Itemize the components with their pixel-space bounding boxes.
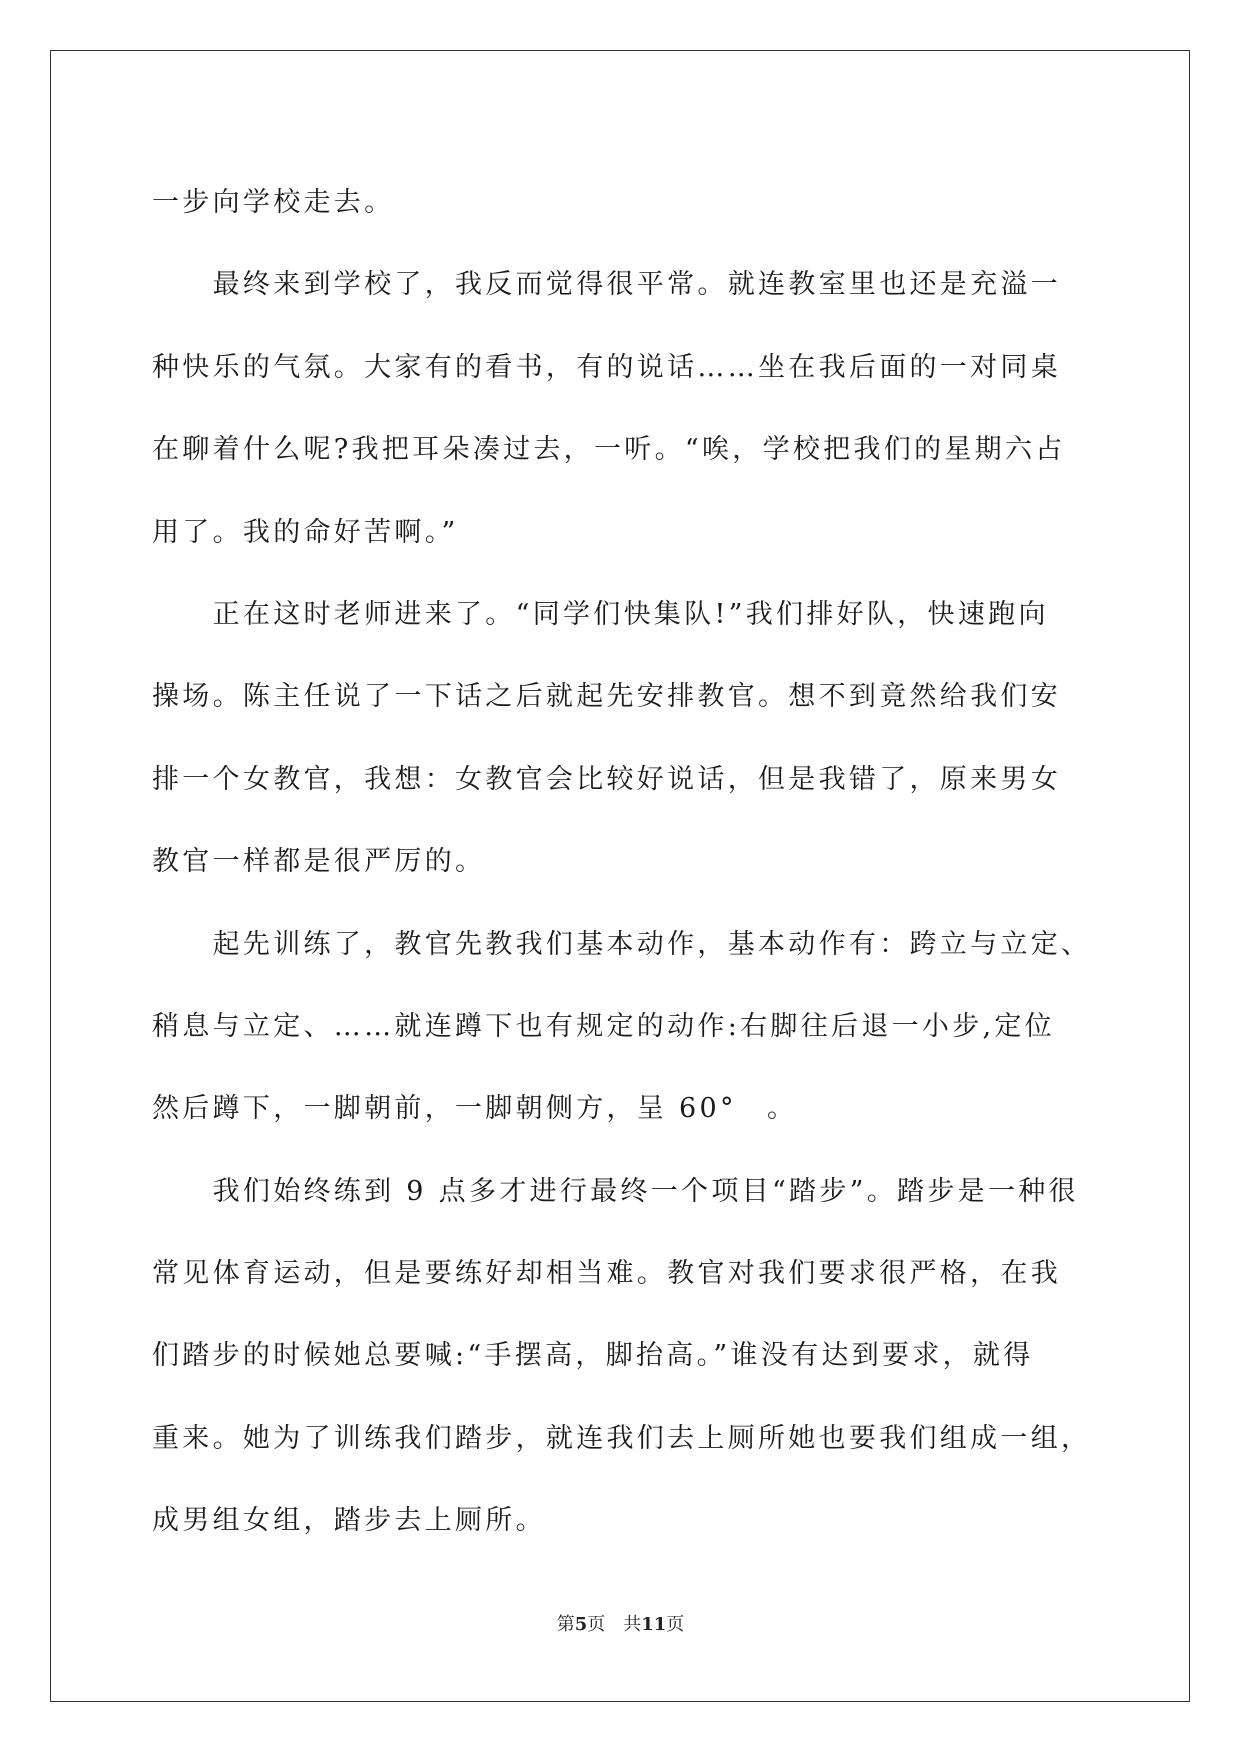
text-line: 最终来到学校了，我反而觉得很平常。就连教室里也还是充溢一 (152, 269, 1061, 301)
text-line: 排一个女教官，我想：女教官会比较好说话，但是我错了，原来男女 (152, 763, 1061, 795)
text-line: 们踏步的时候她总要喊:“手摆高，脚抬高。”谁没有达到要求，就得 (152, 1340, 1034, 1372)
text-line: 成男组女组，踏步去上厕所。 (152, 1505, 546, 1537)
text-line: 常见体育运动，但是要练好却相当难。教官对我们要求很严格，在我 (152, 1258, 1061, 1290)
total-page-count: 11 (641, 1614, 667, 1635)
text-line: 用了。我的命好苦啊。” (152, 516, 459, 548)
page-number-footer (0, 1610, 1241, 1636)
text-line: 稍息与立定、……就连蹲下也有规定的动作:右脚往后退一小步,定位 (152, 1010, 1055, 1042)
footer-prefix: 第 (556, 1614, 575, 1635)
footer-middle: 页 共 (587, 1614, 642, 1635)
current-page-number: 5 (574, 1614, 588, 1635)
text-line: 种快乐的气氛。大家有的看书，有的说话……坐在我后面的一对同桌 (152, 351, 1061, 383)
footer-suffix: 页 (666, 1614, 685, 1635)
text-line: 教官一样都是很严厉的。 (152, 846, 486, 878)
text-line: 起先训练了，教官先教我们基本动作，基本动作有：跨立与立定、 (152, 928, 1092, 960)
text-line: 在聊着什么呢?我把耳朵凑过去，一听。“唉，学校把我们的星期六占 (152, 434, 1066, 466)
document-body (152, 162, 1092, 1563)
text-line: 正在这时老师进来了。“同学们快集队!”我们排好队，快速跑向 (152, 598, 1049, 630)
text-line: 一步向学校走去。 (152, 187, 395, 218)
text-line: 我们始终练到 9 点多才进行最终一个项目“踏步”。踏步是一种很 (152, 1175, 1079, 1207)
text-line: 然后蹲下，一脚朝前，一脚朝侧方，呈 60° 。 (152, 1093, 798, 1125)
text-line: 重来。她为了训练我们踏步，就连我们去上厕所她也要我们组成一组， (152, 1422, 1092, 1454)
text-line: 操场。陈主任说了一下话之后就起先安排教官。想不到竟然给我们安 (152, 681, 1061, 713)
